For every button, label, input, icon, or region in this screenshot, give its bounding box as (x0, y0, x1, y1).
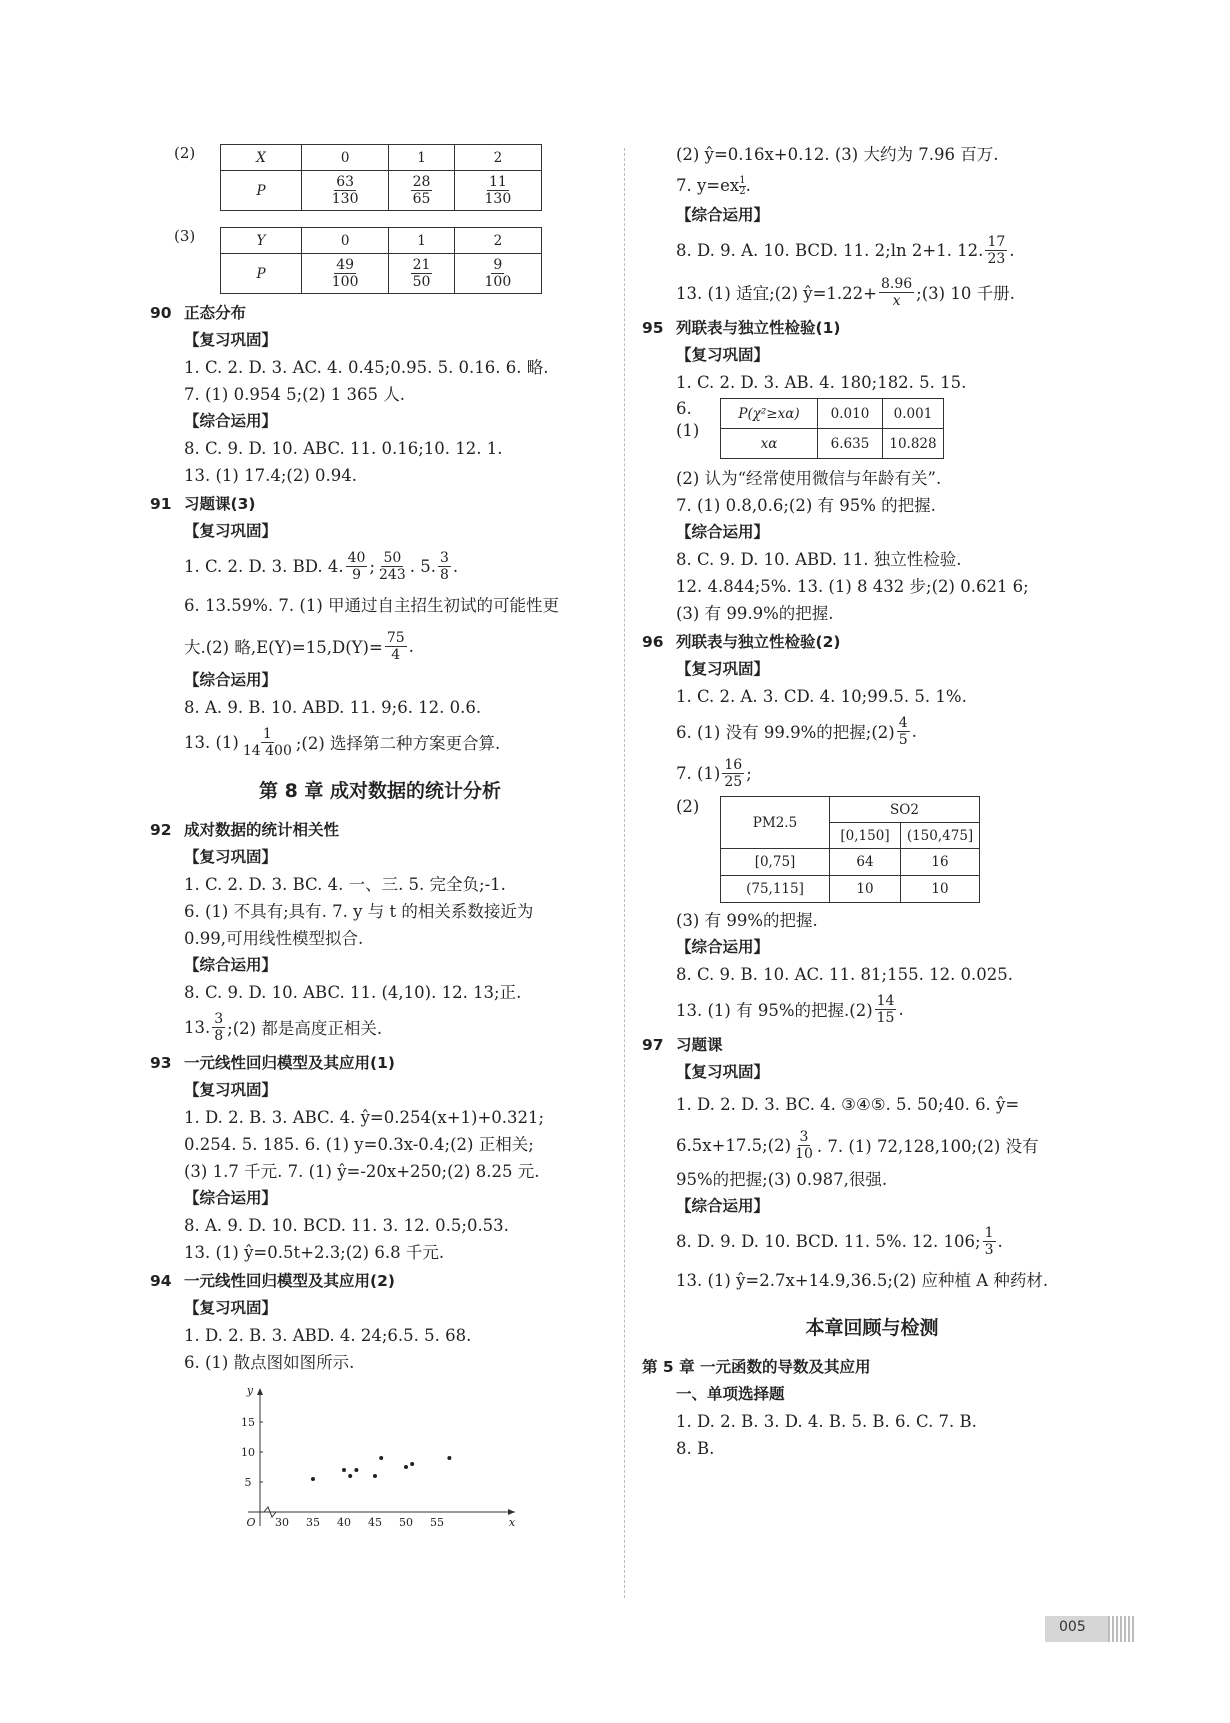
cell: 64 (830, 849, 901, 876)
answer-line: 6. (1) 没有 99.9%的把握;(2) $\frac{4}{5}$ . (676, 714, 917, 748)
header-2: 2 (454, 145, 541, 171)
page-number: 005 (1059, 1619, 1086, 1635)
answer-line: 13. (1) 17.4;(2) 0.94. (184, 466, 358, 485)
scatter-point (354, 1468, 358, 1472)
row-label-p: P (221, 254, 302, 294)
y-axis-label: y (246, 1384, 254, 1397)
table-3-block (150, 227, 610, 294)
answer-line: 7. (1) 0.954 5;(2) 1 365 人. (184, 385, 405, 404)
section-90-heading: 90 正态分布 (150, 304, 247, 322)
review-label: 【复习巩固】 (184, 331, 278, 349)
cell: 10 (830, 876, 901, 903)
answer-line: 8. D. 9. A. 10. BCD. 11. 2;ln 2+1. 12. $\frac{17}{23}$ . (676, 233, 1015, 267)
section-97-heading: 97 习题课 (642, 1036, 723, 1054)
x-tick-label: 45 (368, 1516, 382, 1529)
cell: $\frac{21}{50}$ (389, 254, 455, 294)
x-tick-label: 30 (275, 1516, 289, 1529)
header-1: 1 (389, 228, 455, 254)
header-2: 2 (454, 228, 541, 254)
scatter-point (348, 1474, 352, 1478)
scatter-point (373, 1474, 377, 1478)
answer-line: 6. (1) 散点图如图所示. (184, 1353, 355, 1372)
header-0: 0 (302, 145, 389, 171)
scatter-point (311, 1477, 315, 1481)
answer-line: 8. D. 9. D. 10. BCD. 11. 5%. 12. 106; $\frac{1}{3}$ . (676, 1224, 1003, 1258)
review-label: 【复习巩固】 (676, 660, 770, 678)
answer-line: 1. D. 2. D. 3. BC. 4. ③④⑤. 5. 50;40. 6. ŷ= (676, 1095, 1020, 1114)
answer-line: (3) 1.7 千元. 7. (1) ŷ=-20x+250;(2) 8.25 元. (184, 1162, 540, 1181)
section-94-heading: 94 一元线性回归模型及其应用(2) (150, 1272, 395, 1290)
origin-label: O (246, 1516, 256, 1529)
answer-line: 6. (1) 不具有;具有. 7. y 与 t 的相关系数接近为 (184, 902, 534, 921)
review-label: 【复习巩固】 (184, 1299, 278, 1317)
answer-line: 8. C. 9. D. 10. ABC. 11. (4,10). 12. 13;正. (184, 983, 522, 1002)
x-tick-label: 35 (306, 1516, 320, 1529)
answer-line: 8. C. 9. B. 10. AC. 11. 81;155. 12. 0.025. (676, 965, 1014, 984)
page-edge-stripes (1108, 1616, 1134, 1642)
x-tick-label: 50 (399, 1516, 413, 1529)
answer-line: 1. D. 2. B. 3. D. 4. B. 5. B. 6. C. 7. B. (676, 1412, 977, 1431)
apply-label: 【综合运用】 (676, 523, 770, 541)
cell: $\frac{9}{100}$ (454, 254, 541, 294)
answer-line: 13. (1) 有 95%的把握.(2) $\frac{14}{15}$ . (676, 992, 904, 1026)
answer-line: 6. 13.59%. 7. (1) 甲通过自主招生初试的可能性更 (184, 596, 559, 615)
header-y: Y (221, 228, 302, 254)
row-label-p: P (221, 171, 302, 211)
scatter-point (410, 1462, 414, 1466)
x-tick-label: 55 (430, 1516, 444, 1529)
answer-line: 13. (1) ŷ=0.5t+2.3;(2) 6.8 千元. (184, 1243, 445, 1262)
cell: 6.635 (818, 429, 883, 459)
apply-label: 【综合运用】 (184, 1189, 278, 1207)
x-axis-label: x (508, 1516, 516, 1529)
review-label: 【复习巩固】 (676, 346, 770, 364)
answer-line: 13. (1) ŷ=2.7x+14.9,36.5;(2) 应种植 A 种药材. (676, 1271, 1049, 1290)
apply-label: 【综合运用】 (676, 938, 770, 956)
answer-line: 1. C. 2. D. 3. AB. 4. 180;182. 5. 15. (676, 373, 967, 392)
scatter-plot (230, 1382, 530, 1532)
col-header: [0,150] (830, 823, 901, 849)
header-0: 0 (302, 228, 389, 254)
y-tick-label: 5 (244, 1476, 252, 1489)
answer-line: 0.254. 5. 185. 6. (1) y=0.3x-0.4;(2) 正相关; (184, 1135, 534, 1154)
answer-line: 95%的把握;(3) 0.987,很强. (676, 1170, 888, 1189)
answer-line: 7. y=ex $^{\frac{1}{2}}$ . (676, 175, 751, 197)
distribution-table-x (220, 144, 542, 211)
y-tick-label: 15 (241, 1416, 255, 1429)
chapter-8-title: 第 8 章 成对数据的统计分析 (258, 780, 502, 802)
chapter-5-heading: 第 5 章 一元函数的导数及其应用 (642, 1358, 871, 1376)
x-tick-label: 40 (337, 1516, 351, 1529)
review-label: 【复习巩固】 (184, 848, 278, 866)
answer-line: 8. A. 9. B. 10. ABD. 11. 9;6. 12. 0.6. (184, 698, 482, 717)
answer-line: 8. C. 9. D. 10. ABD. 11. 独立性检验. (676, 550, 962, 569)
left-column (150, 140, 610, 1532)
answer-line: (2) ŷ=0.16x+0.12. (3) 大约为 7.96 百万. (676, 145, 999, 164)
table-95-block (642, 398, 1102, 459)
answer-line: 8. A. 9. D. 10. BCD. 11. 3. 12. 0.5;0.53. (184, 1216, 509, 1235)
scatter-point (379, 1456, 383, 1460)
answer-line: 1. D. 2. B. 3. ABD. 4. 24;6.5. 5. 68. (184, 1326, 472, 1345)
answer-line: 1. C. 2. A. 3. CD. 4. 10;99.5. 5. 1%. (676, 687, 967, 706)
section-93-heading: 93 一元线性回归模型及其应用(1) (150, 1054, 395, 1072)
answer-line: 13. (1) $\frac{1}{14 400}$ ;(2) 选择第二种方案更合算. (184, 725, 501, 759)
cell: $\frac{11}{130}$ (454, 171, 541, 211)
table-95-label: 6. (1) (676, 399, 700, 440)
answer-line: 1. C. 2. D. 3. AC. 4. 0.45;0.95. 5. 0.16. 6. 略. (184, 358, 549, 377)
col-header: (150,475] (901, 823, 980, 849)
section-95-heading: 95 列联表与独立性检验(1) (642, 319, 841, 337)
section-96-heading: 96 列联表与独立性检验(2) (642, 633, 841, 651)
cell: 10 (901, 876, 980, 903)
answer-line: 1. D. 2. B. 3. ABC. 4. ŷ=0.254(x+1)+0.321; (184, 1108, 545, 1127)
cell: 0.010 (818, 399, 883, 429)
apply-label: 【综合运用】 (184, 956, 278, 974)
y-axis-arrow (257, 1388, 263, 1395)
review-label: 【复习巩固】 (184, 522, 278, 540)
answer-line: 6.5x+17.5;(2) $\frac{3}{10}$ . 7. (1) 72,128,100;(2) 没有 (676, 1128, 1039, 1162)
cell: xα (721, 429, 818, 459)
cell: $\frac{63}{130}$ (302, 171, 389, 211)
answer-line: (3) 有 99%的把握. (676, 911, 818, 930)
distribution-table-y (220, 227, 542, 294)
cell: 0.001 (883, 399, 944, 429)
table-2-label: (2) (174, 144, 196, 162)
header-1: 1 (389, 145, 455, 171)
apply-label: 【综合运用】 (676, 206, 770, 224)
cell: $\frac{49}{100}$ (302, 254, 389, 294)
apply-label: 【综合运用】 (184, 671, 278, 689)
cell: 16 (901, 849, 980, 876)
apply-label: 【综合运用】 (184, 412, 278, 430)
cell: 10.828 (883, 429, 944, 459)
review-label: 【复习巩固】 (676, 1063, 770, 1081)
section-92-heading: 92 成对数据的统计相关性 (150, 821, 340, 839)
row-header: (75,115] (721, 876, 830, 903)
answer-line: 13. (1) 适宜;(2) ŷ=1.22+ $\frac{8.96}{x}$ ;(3) 10 千册. (676, 275, 1015, 309)
answer-line: 7. (1) $\frac{16}{25}$ ; (676, 756, 752, 790)
apply-label: 【综合运用】 (676, 1197, 770, 1215)
scatter-point (342, 1468, 346, 1472)
cell: P(χ²≥xα) (721, 399, 818, 429)
single-choice-label: 一、单项选择题 (676, 1385, 785, 1403)
cell: $\frac{28}{65}$ (389, 171, 455, 211)
table-96-block (642, 796, 1102, 903)
pm-so2-table (720, 796, 980, 903)
right-column (642, 140, 1102, 1462)
section-91-heading: 91 习题课(3) (150, 495, 256, 513)
answer-line: 1. C. 2. D. 3. BC. 4. 一、三. 5. 完全负;-1. (184, 875, 506, 894)
scatter-point (447, 1456, 451, 1460)
answer-line: 大.(2) 略,E(Y)=15,D(Y)= $\frac{75}{4}$ . (184, 629, 414, 663)
corner-cell: PM2.5 (721, 797, 830, 849)
y-tick-label: 10 (241, 1446, 255, 1459)
x-axis-arrow (508, 1509, 515, 1515)
scatter-point (404, 1465, 408, 1469)
answer-line: 13. $\frac{3}{8}$ ;(2) 都是高度正相关. (184, 1010, 383, 1044)
answer-line: 12. 4.844;5%. 13. (1) 8 432 步;(2) 0.621 6; (676, 577, 1029, 596)
row-header: [0,75] (721, 849, 830, 876)
table-2-block (150, 144, 610, 211)
answer-line: (2) 认为“经常使用微信与年龄有关”. (676, 469, 942, 488)
critical-value-table (720, 398, 944, 459)
answer-line: 1. C. 2. D. 3. BD. 4. $\frac{40}{9}$ ; $\frac{50}{243}$ . 5. $\frac{3}{8}$ . (184, 549, 459, 583)
so2-header: SO2 (830, 797, 980, 823)
answer-line: 8. B. (676, 1439, 715, 1458)
answer-line: 0.99,可用线性模型拟合. (184, 929, 364, 948)
answer-line: (3) 有 99.9%的把握. (676, 604, 834, 623)
table-96-label: (2) (676, 797, 700, 816)
answer-line: 7. (1) 0.8,0.6;(2) 有 95% 的把握. (676, 496, 936, 515)
column-divider (624, 148, 625, 1598)
answer-line: 8. C. 9. D. 10. ABC. 11. 0.16;10. 12. 1. (184, 439, 503, 458)
review-label: 【复习巩固】 (184, 1081, 278, 1099)
table-3-label: (3) (174, 227, 196, 245)
review-title: 本章回顾与检测 (805, 1317, 939, 1339)
header-x: X (221, 145, 302, 171)
